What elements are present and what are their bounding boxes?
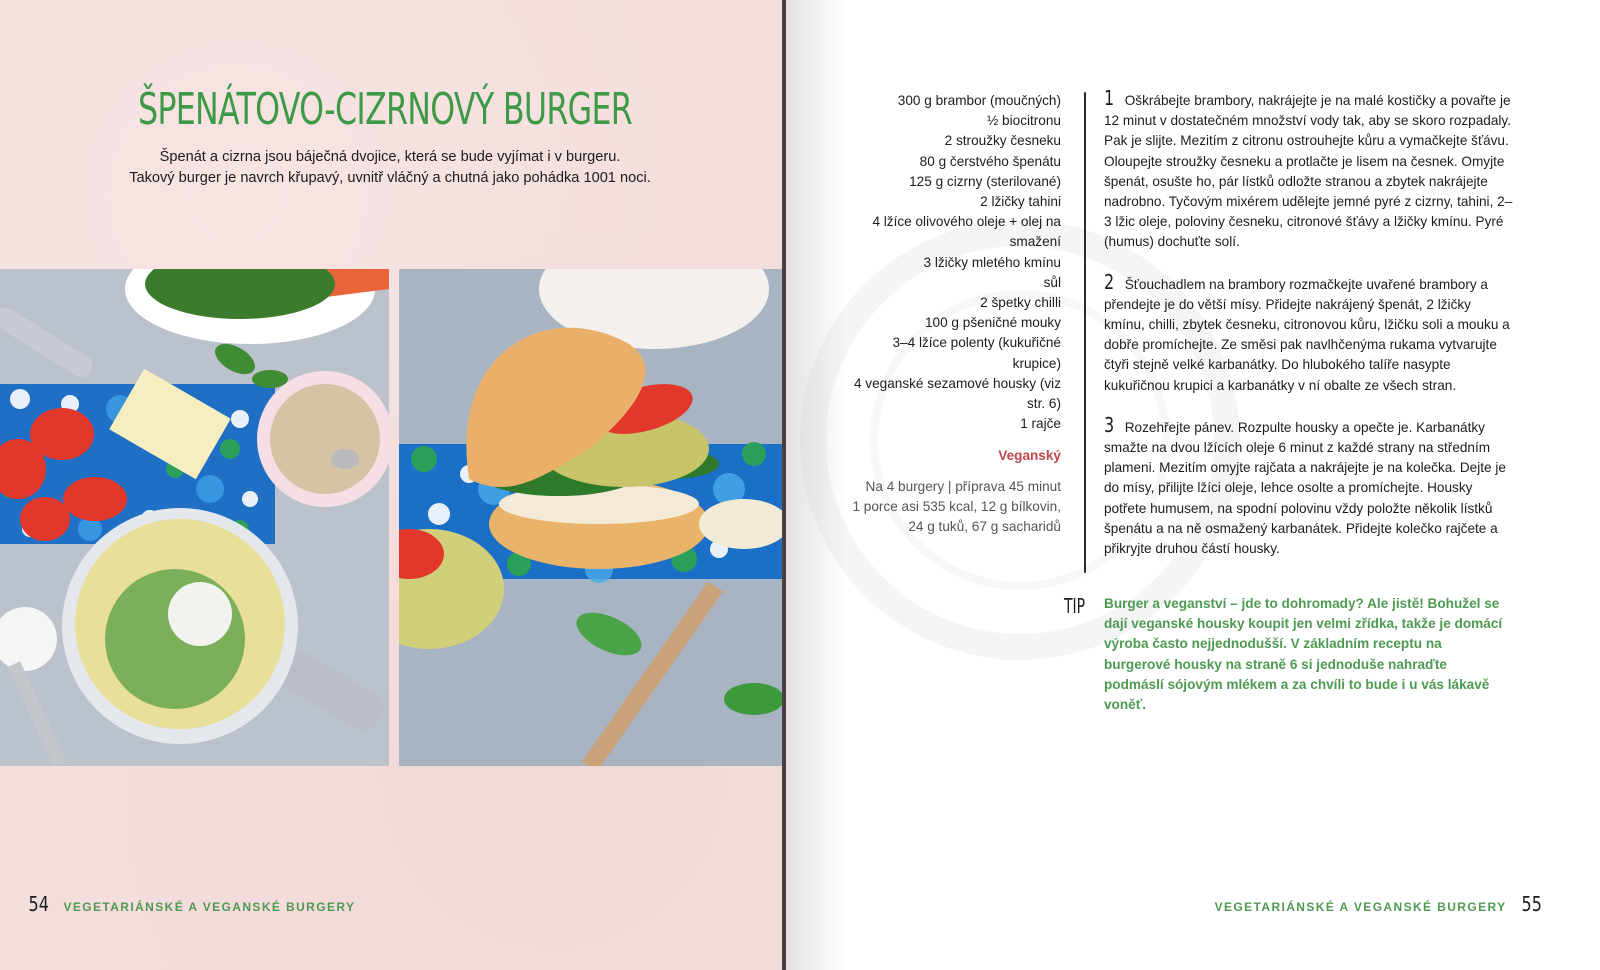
ingredient-item: 4 veganské sezamové housky (viz str. 6): [853, 375, 1061, 412]
intro-line: Špenát a cizrna jsou báječná dvojice, která se bude vyjímat i v burgeru.: [159, 149, 621, 165]
ingredient-item: 4 lžíce olivového oleje + olej na smažení: [872, 214, 1061, 250]
ingredient-item: 2 lžičky tahini: [980, 194, 1061, 210]
ingredients-list: [850, 91, 1061, 537]
burger-photo: [399, 269, 783, 766]
ingredient-item: 2 špetky chilli: [980, 295, 1061, 311]
preparation-photo-illustration: [0, 269, 389, 766]
ingredient-item: 125 g cizrny (sterilované): [909, 173, 1061, 189]
step-number: 2: [1104, 269, 1115, 294]
step-number: 3: [1104, 412, 1115, 437]
preparation-photo: [0, 269, 389, 766]
recipe-title: ŠPENÁTOVO-CIZRNOVÝ BURGER: [137, 84, 633, 135]
running-head-left: VEGETARIÁNSKÉ A VEGANSKÉ BURGERY: [63, 900, 356, 914]
page-number-left: 54: [28, 892, 49, 916]
ingredient-item: 80 g čerstvého špenátu: [919, 153, 1061, 169]
left-footer: [26, 892, 355, 916]
diet-label: Veganský: [998, 448, 1061, 464]
step-text: Rozehřejte pánev. Rozpulte housky a opečte je. Karbanátky smažte na dvou lžících oleje 6 minut z každé strany na středním plameni. Mezitím omyjte rajčata a nakrájejte je na kolečka. Dejte je do mísy, přilijte lžíci oleje, lehce osolte a promíchejte. Housky potřete humusem, na spodní polovinu vždy položte několik lístků špenátu a na ně osmažený karbanátek. Přidejte kolečko rajčete a přikryjte druhou částí housky.: [1104, 419, 1506, 557]
ingredient-item: 100 g pšeničné mouky: [924, 315, 1061, 331]
nutrition-info: 1 porce asi 535 kcal, 12 g bílkovin, 24 g tuků, 67 g sacharidů: [852, 498, 1061, 535]
step-text: Oškrábejte brambory, nakrájejte je na malé kostičky a povařte je 12 minut v dostatečném množství vody tak, aby se skoro rozpadaly. Pak je slijte. Mezitím z citronu ostrouhejte kůru a vymačkejte šťávu. Oloupejte stroužky česneku a protlačte je lisem na česnek. Omyjte špenát, osušte ho, pár lístků odložte stranou a zbytek nakrájejte nadrobno. Tyčovým mixérem udělejte jemné pyré z cizrny, tahini, 2–3 lžic oleje, poloviny česneku, citronové šťávy a lžičky kmínu. Pyré (humus) dochuťte solí.: [1104, 93, 1513, 250]
burger-photo-illustration: [399, 269, 783, 766]
recipe-step: [1104, 88, 1514, 253]
running-head-right: VEGETARIÁNSKÉ A VEGANSKÉ BURGERY: [1214, 900, 1507, 914]
ingredient-item: 300 g brambor (moučných): [897, 93, 1061, 108]
tip-text: Burger a veganství – jde to dohromady? Ale jistě! Bohužel se dají veganské housky koupit jen velmi zřídka, takže je domácí výroba často nejjednodušší. V základním receptu na burgerové housky na straně 6 si jednoduše nahraďte podmáslí sójovým mlékem a za chvíli to bude i u vás lákavě voněť.: [1104, 596, 1503, 713]
ingredient-item: 2 stroužky česneku: [944, 133, 1061, 149]
right-footer: [1215, 892, 1544, 916]
column-divider: [1084, 92, 1086, 573]
recipe-intro: [40, 147, 740, 189]
step-number: 1: [1104, 86, 1115, 110]
recipe-step: [1104, 412, 1514, 559]
servings-prep-time: Na 4 burgery | příprava 45 minut: [865, 478, 1061, 494]
step-text: Šťouchadlem na brambory rozmačkejte uvařené brambory a přendejte je do větší mísy. Přidejte nakrájený špenát, 2 lžičky kmínu, chilli, zbytek česneku, citronovou kůru, lžičku soli a mouku a dobře promíchejte. Ze směsi pak navlhčenýma rukama vytvarujte čtyři stejně velké karbanátky. Do hlubokého talíře nasypte kukuřičnou krupici a karbanátky v ní obalte ze všech stran.: [1104, 276, 1510, 393]
recipe-step: [1104, 269, 1514, 396]
ingredient-item: 3 lžičky mletého kmínu: [923, 254, 1061, 270]
tip-label: TIP: [1064, 594, 1086, 618]
intro-line: Takový burger je navrch křupavý, uvnitř vláčný a chutná jako pohádka 1001 noci.: [129, 170, 651, 186]
ingredient-item: 1 rajče: [1020, 416, 1061, 432]
ingredient-item: sůl: [1043, 274, 1061, 290]
page-number-right: 55: [1521, 892, 1542, 916]
ingredient-item: 3–4 lžíce polenty (kukuřičné krupice): [892, 335, 1061, 371]
recipe-steps: [1104, 88, 1514, 578]
left-page: [0, 0, 790, 970]
ingredient-item: ½ biocitronu: [986, 113, 1061, 129]
